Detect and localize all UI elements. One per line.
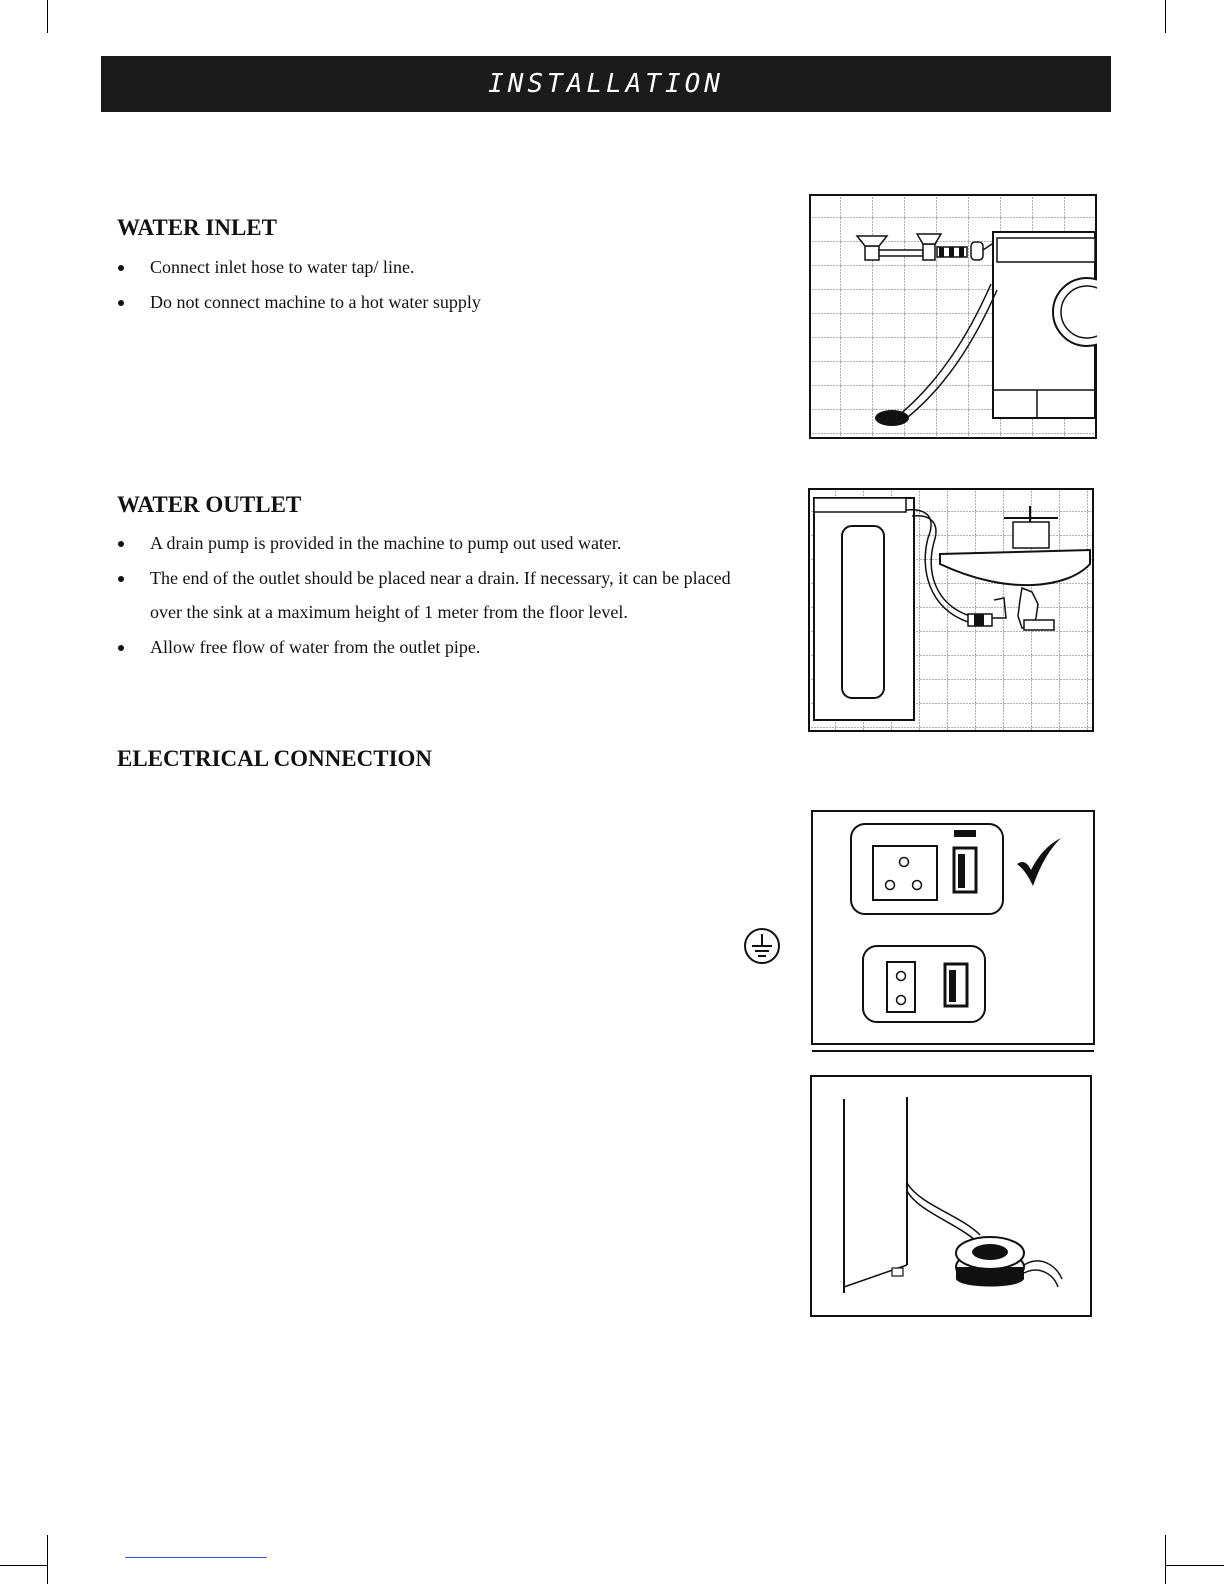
page-title: INSTALLATION bbox=[488, 69, 724, 99]
water-inlet-heading: WATER INLET bbox=[117, 215, 277, 240]
list-item: Allow free flow of water from the outlet pipe. bbox=[117, 630, 757, 665]
footer-rule bbox=[125, 1557, 267, 1558]
crop-mark-top-right-v bbox=[1165, 0, 1166, 33]
electrical-connection-heading: ELECTRICAL CONNECTION bbox=[117, 746, 433, 771]
water-inlet-list bbox=[117, 250, 757, 319]
list-item: Connect inlet hose to water tap/ line. bbox=[117, 250, 757, 285]
list-item: A drain pump is provided in the machine to pump out used water. bbox=[117, 526, 757, 561]
list-item: The end of the outlet should be placed near a drain. If necessary, it can be placed over the sink at a maximum height of 1 meter from the floor level. bbox=[117, 561, 757, 630]
crop-mark-top-left-v bbox=[47, 0, 48, 33]
crop-mark-bottom-left-v bbox=[47, 1535, 48, 1584]
power-cord-illustration bbox=[810, 1075, 1092, 1318]
water-outlet-list bbox=[117, 526, 757, 664]
crop-mark-bottom-right-h bbox=[1166, 1565, 1224, 1566]
water-outlet-illustration bbox=[808, 488, 1094, 732]
crop-mark-bottom-right-v bbox=[1165, 1535, 1166, 1584]
water-outlet-heading: WATER OUTLET bbox=[117, 492, 302, 517]
earth-ground-icon bbox=[742, 926, 782, 966]
water-inlet-illustration bbox=[809, 194, 1097, 439]
checkmark-icon bbox=[1015, 838, 1063, 888]
crop-mark-bottom-left-h bbox=[0, 1565, 47, 1566]
page-header bbox=[101, 56, 1111, 112]
list-item: Do not connect machine to a hot water supply bbox=[117, 285, 757, 320]
